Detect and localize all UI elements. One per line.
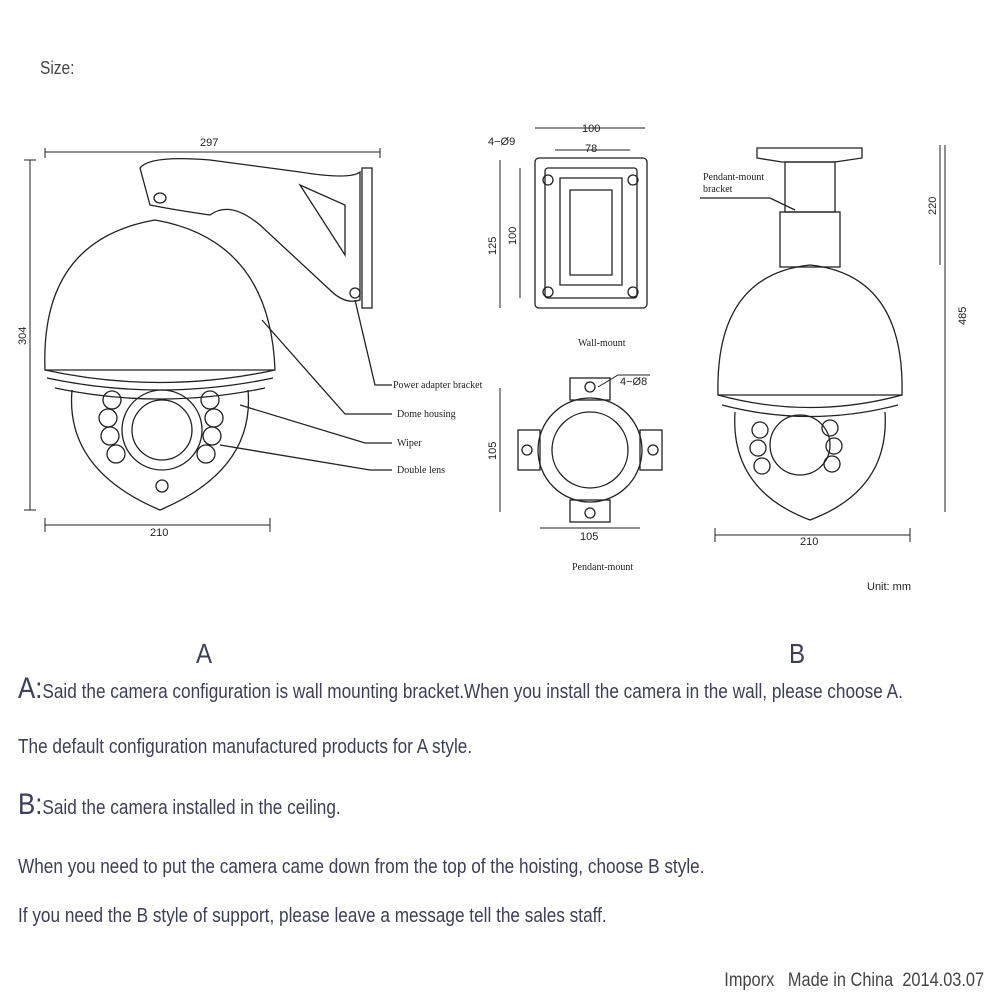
footer — [724, 970, 984, 992]
camera-b-outline — [700, 148, 902, 520]
paragraph-default: The default configuration manufactured products for A style. — [18, 736, 473, 758]
pendant-mount-plate — [518, 378, 662, 522]
dim-100: 100 — [582, 123, 601, 135]
lead-b: B: — [18, 788, 43, 821]
text-a: Said the camera configuration is wall mounting bracket.When you install the camera in the wall, please choose A. — [42, 681, 903, 703]
paragraph-b3: If you need the B style of support, please leave a message tell the sales staff. — [18, 905, 607, 927]
dim-4x9: 4−Ø9 — [488, 136, 516, 148]
paragraph-b2: When you need to put the camera came down from the top of the hoisting, choose B style. — [18, 856, 705, 878]
caption-wall-mount: Wall-mount — [578, 338, 626, 349]
callout-power: Power adapter bracket — [393, 380, 483, 391]
footer-brand: Imporx — [724, 970, 775, 991]
lead-a: A: — [18, 672, 43, 705]
text-b: Said the camera installed in the ceiling. — [42, 797, 341, 819]
size-label: Size: — [40, 58, 75, 78]
dim-78: 78 — [585, 143, 598, 155]
dim-304: 304 — [17, 326, 29, 345]
callout-wiper: Wiper — [397, 438, 422, 449]
label-a: A — [196, 638, 213, 669]
dim-210-b: 210 — [800, 536, 819, 548]
dim-105-v: 105 — [487, 441, 499, 460]
dim-485: 485 — [957, 306, 969, 325]
dim-100-v: 100 — [507, 226, 519, 245]
dim-210-a: 210 — [150, 527, 169, 539]
dim-297: 297 — [200, 137, 219, 149]
paragraph-b — [18, 788, 393, 822]
callout-dome: Dome housing — [397, 409, 456, 420]
caption-pendant-mount: Pendant-mount — [572, 562, 634, 573]
callout-pendant-1: Pendant-mount — [703, 172, 765, 183]
camera-a-outline — [45, 159, 392, 510]
callout-lens: Double lens — [397, 465, 446, 476]
dim-105-h: 105 — [580, 531, 599, 543]
dim-125: 125 — [487, 236, 499, 255]
wall-mount-bracket — [535, 158, 647, 308]
dim-220: 220 — [927, 196, 939, 215]
footer-date: 2014.03.07 — [902, 970, 984, 991]
dim-4x8: 4−Ø8 — [620, 376, 648, 388]
callout-pendant-2: bracket — [703, 184, 733, 195]
caption-unit: Unit: mm — [867, 581, 911, 593]
label-b: B — [789, 638, 806, 669]
paragraph-a — [18, 672, 1000, 706]
camera-dimension-drawing — [0, 110, 1000, 610]
footer-made: Made in China — [787, 970, 894, 991]
